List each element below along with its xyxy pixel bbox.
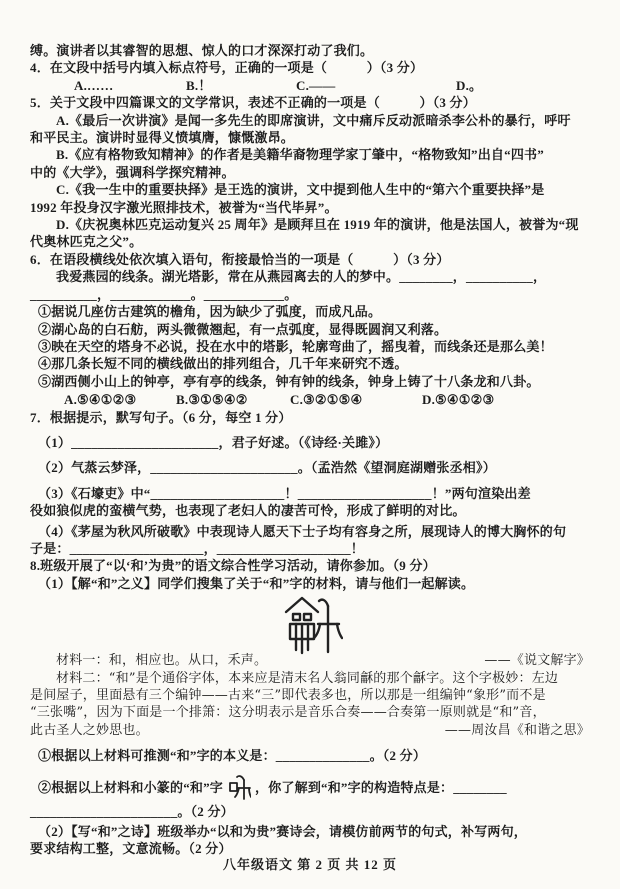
exam-content (30, 42, 594, 858)
material-1-source: ——《说文解字》 (484, 653, 590, 669)
q7-item-2: （2）气蒸云梦泽，______________________。（孟浩然《望洞庭湖赠张丞相》） (38, 460, 496, 476)
q5-option-a-line2: 和平民主。演讲时显得义愤填膺，慷慨激昂。 (30, 130, 295, 146)
q8-sub-question-2 (30, 773, 594, 803)
seal-character-figure (30, 594, 594, 658)
question-6-options (30, 391, 594, 408)
q6-sentence-2: ②湖心岛的白石舫，两头微微翘起，有一点弧度，显得既圆润又利落。 (38, 321, 448, 337)
q4-option-c: C.—— (296, 77, 336, 93)
material-2-line3: “三张嘴”，因为下面是一个排箫：这分明表示是音乐合奏——合奏第一原则就是“和”音， (30, 705, 546, 721)
question-4-options (30, 77, 594, 94)
question-6-stem: 6．在语段横线处依次填入语句，衔接最恰当的一项是（ ）（3 分） (30, 251, 450, 267)
q8-sub2-wrap-line: ______________________。（2 分） (30, 803, 234, 819)
q6-option-a: A.⑤④①②③ (64, 392, 137, 408)
q5-option-c-line2: 1992 年投身汉字激光照排技术，被誉为“当代毕昇”。 (30, 199, 338, 215)
material-2-line2: 是间屋子，里面悬有三个编钟——古来“三”即代表多也，所以那是一组编钟“象形”而不是 (30, 688, 546, 703)
page-footer: 八年级语文 第 2 页 共 12 页 (222, 857, 397, 872)
material-2-line4 (30, 722, 594, 739)
q5-option-b-line2: 中的《大学》，强调科学探究精神。 (30, 164, 235, 180)
q7-item-3-line2: 役如狼似虎的蛮横气势，也表现了老妇人的凄苦可怜，形成了鲜明的对比。 (30, 503, 466, 519)
q5-option-c-line1: C.《我一生中的重要抉择》是王选的演讲，文中提到他人生中的“第六个重要抉择”是 (56, 182, 545, 198)
q4-option-b: B.！ (186, 77, 212, 93)
q4-option-a: A.…… (74, 77, 114, 93)
q6-sentence-1: ①据说几座仿古建筑的檐角，因为缺少了弧度，而成凡品。 (38, 304, 382, 320)
carryover-sentence: 缚。演讲者以其睿智的思想、惊人的口才深深打动了我们。 (30, 43, 374, 58)
material-2-source: ——周汝昌《和谐之思》 (444, 722, 590, 738)
question-4-stem: 4．在文段中括号内填入标点符号，正确的一项是（ ）（3 分） (30, 60, 424, 76)
q7-item-4-line2: 子是：____________________，____________________！ (30, 540, 364, 556)
q8-activity-2-line2: 要求结构工整，文意流畅。（2 分） (30, 841, 232, 857)
q8-sub-question-1: ①根据以上材料可推测“和”字的本义是：______________。（2 分） (38, 748, 427, 764)
q7-item-3-line1: （3）《石壕吏》中“____________________！____________________！”两句渲染出差 (38, 485, 531, 501)
q8-activity-2-line1: （2）【写“和”之诗】班级举办“以和为贵”赛诗会，请模仿前两节的句式，补写两句， (38, 824, 528, 840)
question-8-stem: 8.班级开展了“以‘和’为贵”的语文综合性学习活动，请你参加。（9 分） (30, 558, 436, 574)
q8-sub2-text-before: ②根据以上材料和小篆的“和”字 (38, 779, 224, 795)
material-1-text: 材料一：和，相应也。从口，禾声。 (56, 653, 268, 669)
seal-script-he-small-icon (227, 774, 251, 801)
q6-option-c: C.③②①⑤④ (290, 392, 363, 408)
question-7-stem: 7．根据提示，默写句子。（6 分，每空 1 分） (30, 409, 292, 425)
q7-item-1: （1）______________________，君子好逑。（《诗经·关雎》） (38, 434, 389, 450)
q6-option-d: D.⑤④①②③ (422, 392, 495, 408)
q8-activity-1-intro: （1）【解“和”之义】同学们搜集了关于“和”字的材料，请与他们一起解读。 (38, 575, 475, 591)
q6-option-b: B.③①⑤④② (176, 392, 248, 408)
q8-sub2-text-after: ，你了解到“和”字的构造特点是：________ (255, 779, 507, 795)
seal-script-he-large-icon (281, 594, 343, 656)
q5-option-a-line1: A.《最后一次讲演》是闻一多先生的即席演讲，文中痛斥反动派暗杀李公朴的暴行，呼吁 (56, 112, 571, 128)
q6-sentence-3: ③映在天空的塔身不必说，投在水中的塔影，轮廓弯曲了，摇曳着，而线条还是那么美！ (38, 338, 553, 354)
q6-passage-line2: __________，____________。____________。 (30, 286, 298, 302)
material-2-closing: 此古圣人之妙思也。 (30, 722, 149, 738)
q6-sentence-4: ④那几条长短不同的横线做出的排列组合，几千年来研究不透。 (38, 356, 408, 372)
q5-option-d-line1: D.《庆祝奥林匹克运动复兴 25 周年》是顾拜旦在 1919 年的演讲，他是法国人，被誉为“现 (56, 217, 579, 233)
material-2-line1: 材料二：“和”是个通俗字体，本来应是清末名人翁同龢的那个龢字。这个字极妙：左边 (56, 670, 559, 686)
q5-option-b-line1: B.《应有格物致知精神》的作者是美籍华裔物理学家丁肇中，“格物致知”出自“四书” (56, 147, 544, 163)
q5-option-d-line2: 代奥林匹克之父”。 (30, 234, 143, 250)
q7-item-4-line1: （4）《茅屋为秋风所破歌》中表现诗人愿天下士子均有容身之所，展现诗人的博大胸怀的句 (38, 523, 567, 539)
q4-option-d: D.。 (456, 77, 483, 93)
q6-passage-line1: 我爱燕园的线条。湖光塔影，常在从燕园离去的人的梦中。________，__________， (56, 269, 547, 285)
q6-sentence-5: ⑤湖西侧小山上的钟亭，亭有亭的线条，钟有钟的线条，钟身上铸了十八条龙和八卦。 (38, 373, 540, 389)
question-5-stem: 5．关于文段中四篇课文的文学常识，表述不正确的一项是（ ）（3 分） (30, 95, 476, 111)
